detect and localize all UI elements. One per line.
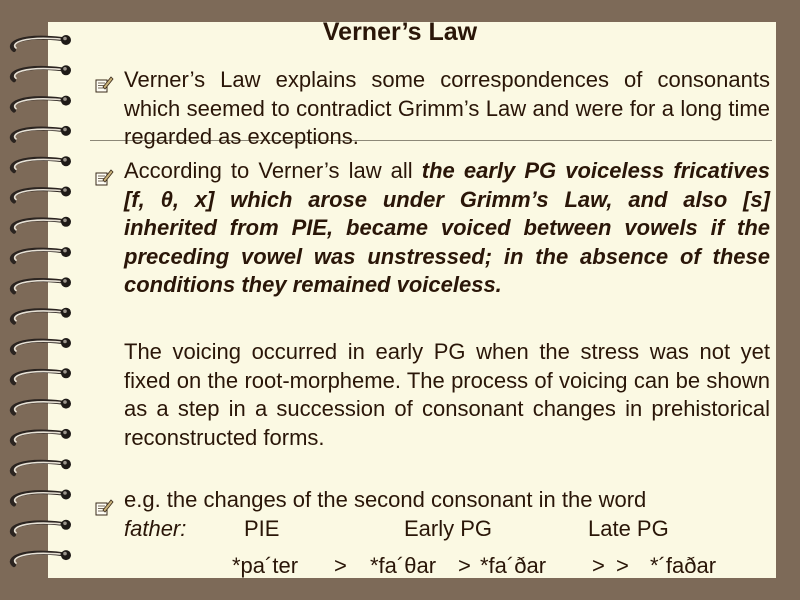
- spiral-ring-icon: [12, 520, 71, 535]
- spiral-ring-icon: [12, 429, 71, 444]
- spiral-ring-icon: [12, 459, 71, 474]
- bullet-2-text: [124, 157, 770, 300]
- form-late: *´faðar: [650, 553, 717, 578]
- spiral-binding: [0, 0, 90, 600]
- spiral-ring-icon: [12, 247, 71, 262]
- spiral-ring-icon: [12, 399, 71, 414]
- notepad-pencil-icon: [94, 497, 114, 517]
- bullet-2-emphasis: the early PG voiceless fricatives [f, θ, x] which arose under Grimm’s Law, and also [s] inherited from PIE, became voiced between vowels if the preceding vowel was unstressed; in the absence of these conditions they remained voiceless.: [124, 158, 770, 297]
- form-early: *fa´θar: [370, 553, 437, 578]
- spiral-ring-icon: [12, 550, 71, 565]
- spiral-ring-icon: [12, 96, 71, 111]
- spiral-ring-icon: [12, 126, 71, 141]
- spiral-ring-icon: [12, 368, 71, 383]
- col-early-pg: Early PG: [404, 516, 493, 541]
- bullet-3-text: e.g. the changes of the second consonant in the word: [124, 487, 653, 512]
- arrow-2: >: [458, 553, 471, 578]
- notepad-pencil-icon: [94, 74, 114, 94]
- arrow-3: >: [592, 553, 605, 578]
- form-pie: *pa´ter: [232, 553, 299, 578]
- arrow-1: >: [334, 553, 347, 578]
- continuation-text: The voicing occurred in early PG when the stress was not yet fixed on the root-morpheme. The process of voicing can be shown as a step in a succession of consonant changes in prehistorical reconstructed forms.: [124, 339, 770, 450]
- example-word: father:: [124, 516, 187, 541]
- spiral-ring-icon: [12, 277, 71, 292]
- spiral-ring-icon: [12, 65, 71, 80]
- spiral-ring-icon: [12, 217, 71, 232]
- spiral-ring-icon: [12, 490, 71, 505]
- spiral-ring-icon: [12, 338, 71, 353]
- col-late-pg: Late PG: [588, 516, 669, 541]
- bullet-1-text: Verner’s Law explains some correspondences of consonants which seemed to contradict Grimm’s Law and were for a long time regarded as exceptions.: [124, 67, 770, 149]
- bullet-2-plain: According to Verner’s law all: [124, 158, 422, 183]
- slide-title: Verner’s Law: [322, 18, 478, 46]
- arrow-4: >: [616, 553, 629, 578]
- spiral-ring-icon: [12, 156, 71, 171]
- spiral-ring-icon: [12, 308, 71, 323]
- notepad-pencil-icon: [94, 167, 114, 187]
- col-pie: PIE: [244, 516, 280, 541]
- form-early-2: *fa´ðar: [480, 553, 547, 578]
- spiral-ring-icon: [12, 187, 71, 202]
